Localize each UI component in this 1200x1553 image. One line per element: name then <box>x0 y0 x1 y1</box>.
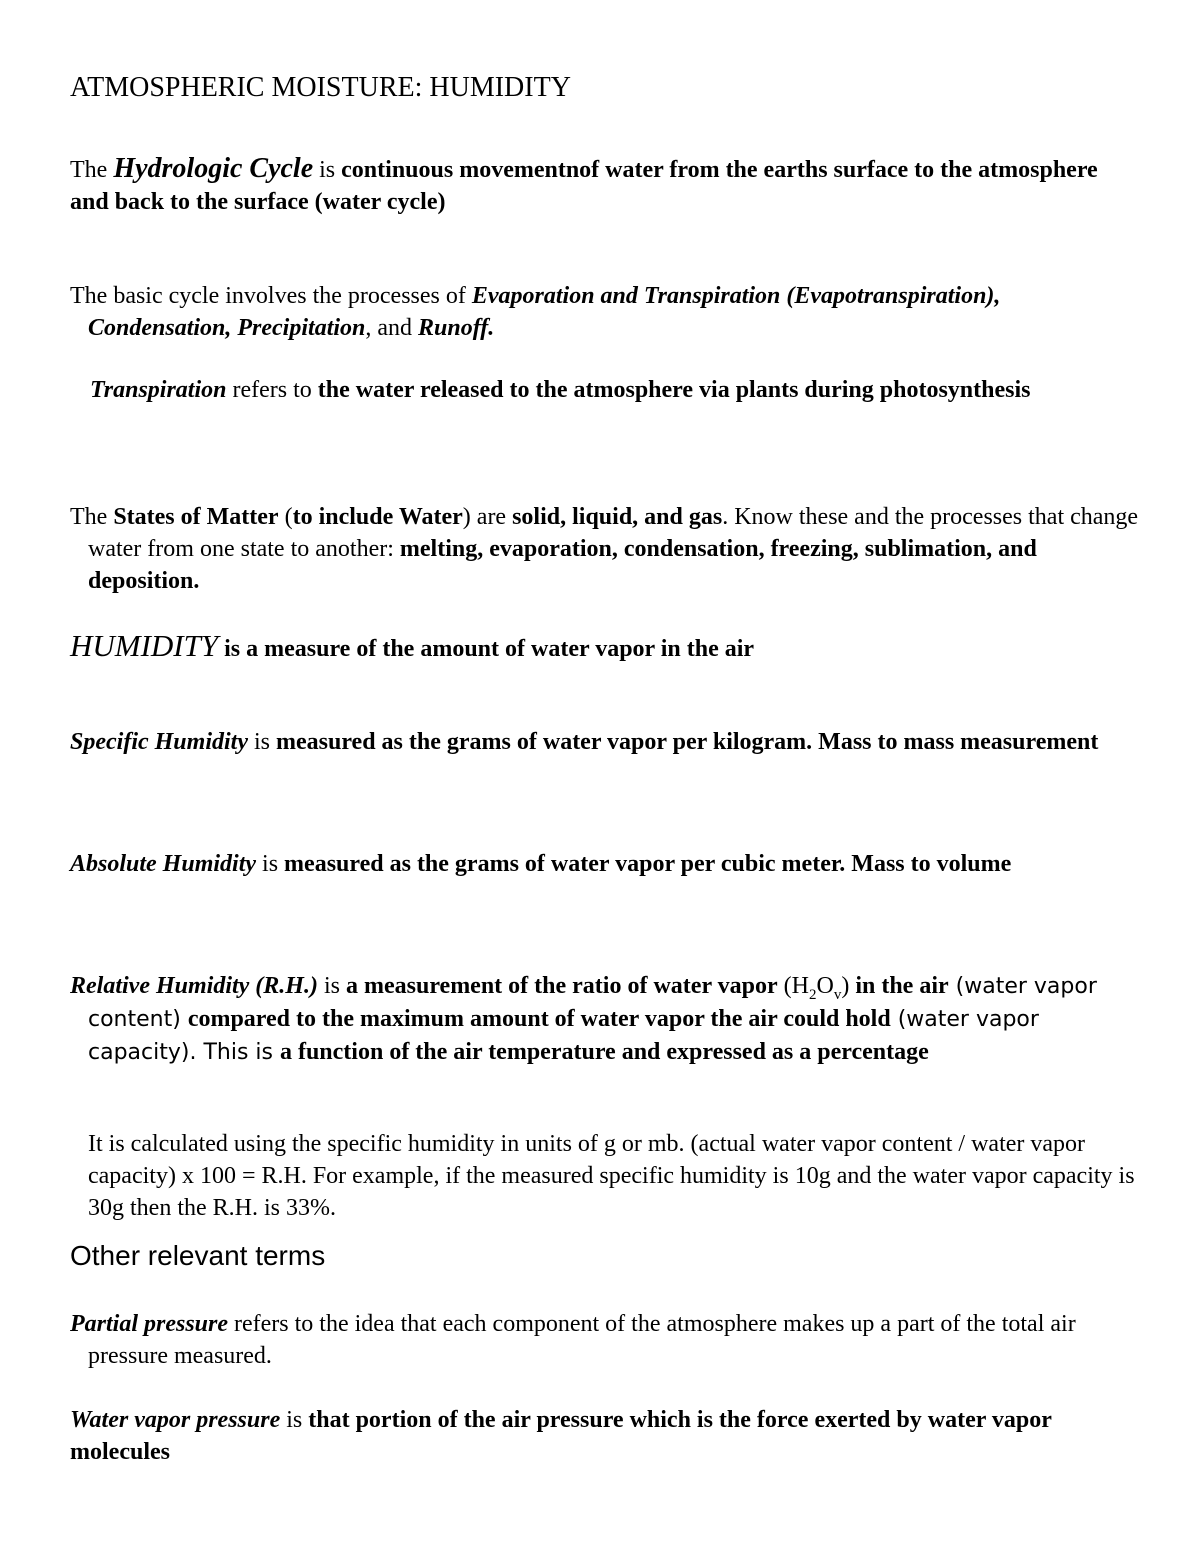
text: is <box>256 851 285 877</box>
text: is <box>317 973 346 999</box>
text: a function of the air temperature and expressed as a percentage <box>279 1039 929 1065</box>
partial-pressure-term: Partial pressure <box>70 1311 229 1337</box>
text: compared to the maximum amount of water vapor the air could hold <box>187 1006 891 1032</box>
water-vapor-pressure-definition: that portion of the air pressure which is the force exerted by water vapor molecules <box>70 1407 1052 1465</box>
water-vapor-pressure-term: Water vapor pressure <box>70 1407 281 1433</box>
processes-change-list: melting, evaporation, condensation, freezing, sublimation, and deposition. <box>88 536 1037 594</box>
absolute-humidity-paragraph <box>70 848 1130 880</box>
relative-humidity-term: Relative Humidity (R.H.) <box>70 973 318 999</box>
text: a measurement of the ratio of water vapor <box>345 973 778 999</box>
specific-humidity-definition: measured as the grams of water vapor per kilogram. Mass to mass measurement <box>276 729 1099 755</box>
water-vapor-pressure-paragraph <box>70 1404 1130 1468</box>
runoff-term: Runoff. <box>418 315 495 341</box>
text: The <box>70 157 114 183</box>
text: (water cycle) <box>308 189 446 215</box>
humidity-definition: is a measure of the amount of water vapor in the air <box>218 636 755 662</box>
subscript: v <box>833 986 842 1003</box>
text: refers to <box>226 377 318 403</box>
text: ) <box>841 973 856 999</box>
hydrologic-cycle-term: Hydrologic Cycle <box>113 153 314 184</box>
transpiration-term: Transpiration <box>90 377 227 403</box>
text: (water vapor capacity). This is <box>88 1007 1039 1065</box>
text: in the air <box>855 973 949 999</box>
states-of-matter-paragraph <box>70 501 1148 597</box>
hydrologic-cycle-definition: continuous movementnof water from the earths surface to the atmosphere and back to the surface <box>70 157 1098 215</box>
text: is <box>313 157 342 183</box>
text: ( <box>278 504 293 530</box>
humidity-paragraph <box>70 630 1130 665</box>
text: , and <box>365 315 419 341</box>
text: to include Water <box>292 504 463 530</box>
text: . Know these and the processes that change water from one state to another: <box>88 504 1139 562</box>
other-terms-heading: Other relevant terms <box>70 1240 326 1271</box>
text: (water vapor content) <box>88 974 1097 1032</box>
states-list: solid, liquid, and gas <box>512 504 723 530</box>
partial-pressure-paragraph <box>70 1308 1148 1372</box>
processes-list: Evaporation and Transpiration (Evapotranspiration), Condensation, Precipitation <box>88 283 1001 341</box>
partial-pressure-definition: refers to the idea that each component of the atmosphere makes up a part of the total air pressure measured. <box>88 1311 1076 1369</box>
hydrologic-cycle-paragraph <box>70 153 1130 218</box>
text: is <box>247 729 276 755</box>
text: The basic cycle involves the processes of <box>70 283 472 309</box>
transpiration-definition: the water released to the atmosphere via plants during photosynthesis <box>317 377 1031 403</box>
page-title: ATMOSPHERIC MOISTURE: HUMIDITY <box>70 72 571 103</box>
text: The <box>70 504 114 530</box>
humidity-term: HUMIDITY <box>70 628 219 663</box>
text: (H <box>777 973 809 999</box>
states-of-matter-term: States of Matter <box>113 504 279 530</box>
relative-humidity-paragraph <box>70 970 1148 1069</box>
absolute-humidity-term: Absolute Humidity <box>70 851 257 877</box>
text: is <box>280 1407 309 1433</box>
absolute-humidity-definition: measured as the grams of water vapor per cubic meter. Mass to volume <box>284 851 1012 877</box>
specific-humidity-term: Specific Humidity <box>70 729 248 755</box>
subscript: 2 <box>808 986 817 1003</box>
text: ) are <box>462 504 513 530</box>
text: O <box>816 973 834 999</box>
calculation-paragraph: It is calculated using the specific humidity in units of g or mb. (actual water vapor content / water vapor capacity) x 100 = R.H. For example, if the measured specific humidity is 10g and the water vapor capacity is 30g then the R.H. is 33%. <box>88 1131 1135 1221</box>
transpiration-paragraph <box>70 374 1130 406</box>
specific-humidity-paragraph <box>70 726 1130 758</box>
basic-cycle-paragraph <box>70 280 1148 344</box>
